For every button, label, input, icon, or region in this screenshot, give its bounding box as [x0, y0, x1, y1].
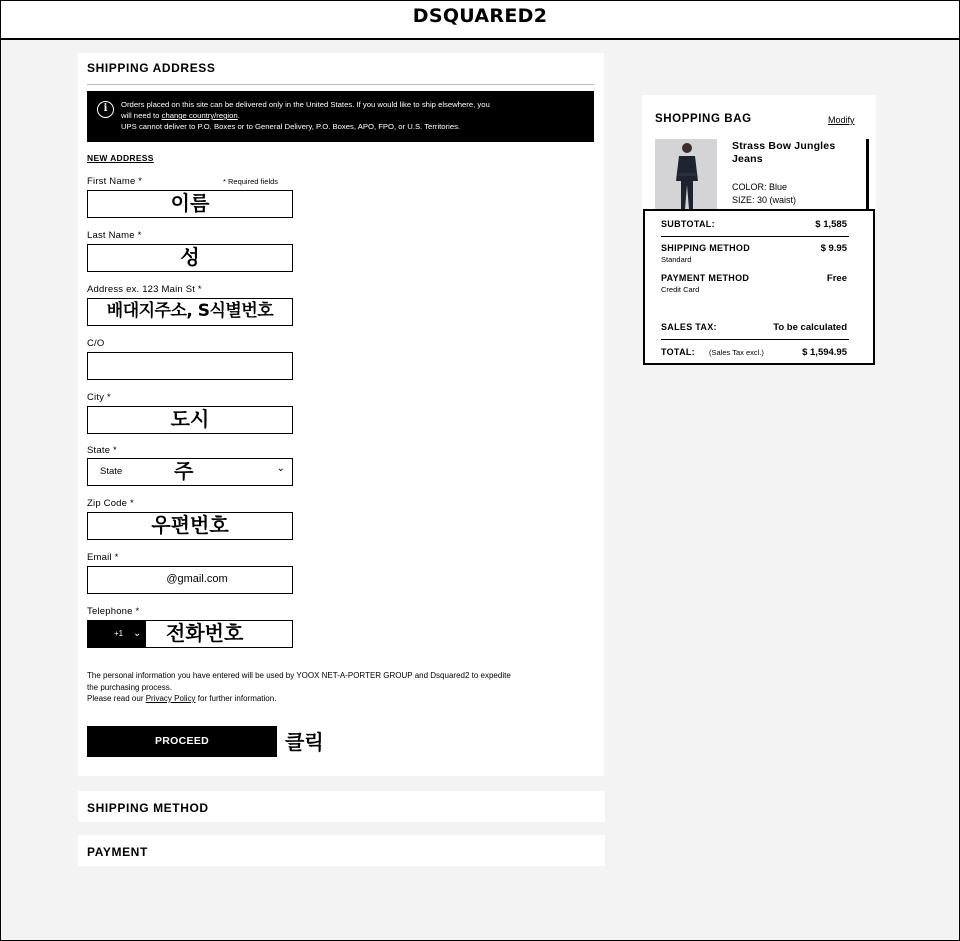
first-name-field[interactable] [87, 190, 293, 218]
email-value: @gmail.com [166, 573, 228, 585]
product-image[interactable] [655, 139, 717, 209]
shipping-method-sub: Standard [661, 255, 692, 264]
payment-title: PAYMENT [87, 845, 148, 859]
first-name-label: First Name * [87, 176, 143, 187]
shipping-method-title: SHIPPING METHOD [87, 801, 209, 815]
co-label: C/O [87, 338, 105, 349]
model-figure [655, 139, 717, 209]
click-annotation: 클릭 [285, 730, 324, 754]
state-selected: State [100, 466, 123, 477]
divider [661, 339, 849, 340]
email-label: Email * [87, 552, 119, 563]
email-field[interactable] [87, 566, 293, 594]
scrollbar[interactable] [866, 139, 869, 211]
subtotal-label: SUBTOTAL: [661, 219, 715, 229]
brand-logo[interactable]: DSQUARED2 [412, 5, 548, 27]
city-field[interactable] [87, 406, 293, 434]
sales-tax-value: To be calculated [773, 322, 847, 333]
state-annotation: 주 [174, 459, 194, 483]
co-field[interactable] [87, 352, 293, 380]
address-field[interactable] [87, 298, 293, 326]
privacy-text [87, 693, 597, 705]
zip-label: Zip Code * [87, 498, 134, 509]
shipping-method-section[interactable] [78, 791, 605, 822]
payment-method-sub: Credit Card [661, 285, 700, 294]
info-icon: i [97, 101, 114, 118]
chevron-down-icon: ⌄ [133, 628, 142, 639]
privacy-text: the purchasing process. [87, 682, 172, 692]
last-name-value: 성 [180, 245, 200, 269]
payment-method-value: Free [826, 273, 847, 284]
chevron-down-icon: ⌄ [276, 463, 285, 474]
product-color: COLOR: Blue [732, 182, 788, 192]
new-address-link[interactable]: NEW ADDRESS [87, 153, 154, 163]
privacy-policy-link[interactable]: Privacy Policy [145, 694, 196, 703]
zip-value: 우편번호 [151, 513, 229, 537]
order-summary [643, 209, 875, 365]
shipping-method-label: SHIPPING METHOD [661, 243, 751, 253]
shipping-method-value: $ 9.95 [820, 243, 847, 254]
address-value: 배대지주소, S식별번호 [106, 301, 274, 321]
address-label: Address ex. 123 Main St * [87, 284, 202, 295]
product-name[interactable]: Strass Bow Jungles Jeans [732, 140, 836, 165]
subtotal-value: $ 1,585 [815, 219, 847, 230]
last-name-label: Last Name * [87, 230, 142, 241]
divider [87, 84, 594, 85]
notice-text: UPS cannot deliver to P.O. Boxes or to General Delivery, P.O. Boxes, APO, FPO, or U.S. Territories. [121, 122, 461, 131]
notice-text [121, 110, 586, 121]
state-label: State * [87, 445, 117, 456]
site-header [0, 0, 960, 40]
notice-text: Orders placed on this site can be delivered only in the United States. If you would like to ship elsewhere, you [121, 100, 490, 109]
sales-tax-label: SALES TAX: [661, 322, 717, 332]
shopping-bag-title: SHOPPING BAG [655, 113, 752, 125]
zip-field[interactable] [87, 512, 293, 540]
shipping-notice [87, 91, 594, 142]
total-label: TOTAL: [661, 347, 695, 357]
telephone-field[interactable] [87, 620, 293, 648]
product-size: SIZE: 30 (waist) [732, 195, 797, 205]
privacy-text-part: Please read our [87, 694, 146, 703]
total-note: (Sales Tax excl.) [709, 348, 764, 357]
change-country-link[interactable]: change country/region [161, 111, 238, 120]
shipping-address-section [78, 53, 604, 776]
privacy-text-part: for further information. [195, 694, 277, 703]
shopping-bag [642, 95, 876, 213]
proceed-button[interactable]: PROCEED [87, 726, 277, 757]
telephone-value: 전화번호 [166, 621, 244, 645]
total-value: $ 1,594.95 [802, 347, 847, 358]
country-code-value: +1 [114, 629, 124, 638]
city-label: City * [87, 392, 111, 403]
required-fields-note: * Required fields [223, 177, 279, 186]
state-select[interactable] [87, 458, 293, 486]
modify-link[interactable]: Modify [828, 115, 855, 125]
notice-text-part: will need to [121, 111, 162, 120]
shipping-address-title: SHIPPING ADDRESS [87, 61, 216, 75]
privacy-notice [87, 670, 597, 705]
privacy-text: The personal information you have entered will be used by YOOX NET-A-PORTER GROUP and Dsquared2 to expedite [87, 671, 511, 680]
payment-method-label: PAYMENT METHOD [661, 273, 750, 283]
payment-section[interactable] [78, 835, 605, 866]
first-name-value: 이름 [170, 191, 210, 215]
telephone-label: Telephone * [87, 606, 140, 617]
divider [661, 236, 849, 237]
notice-text-part: . [237, 111, 240, 120]
last-name-field[interactable] [87, 244, 293, 272]
city-value: 도시 [170, 407, 210, 431]
